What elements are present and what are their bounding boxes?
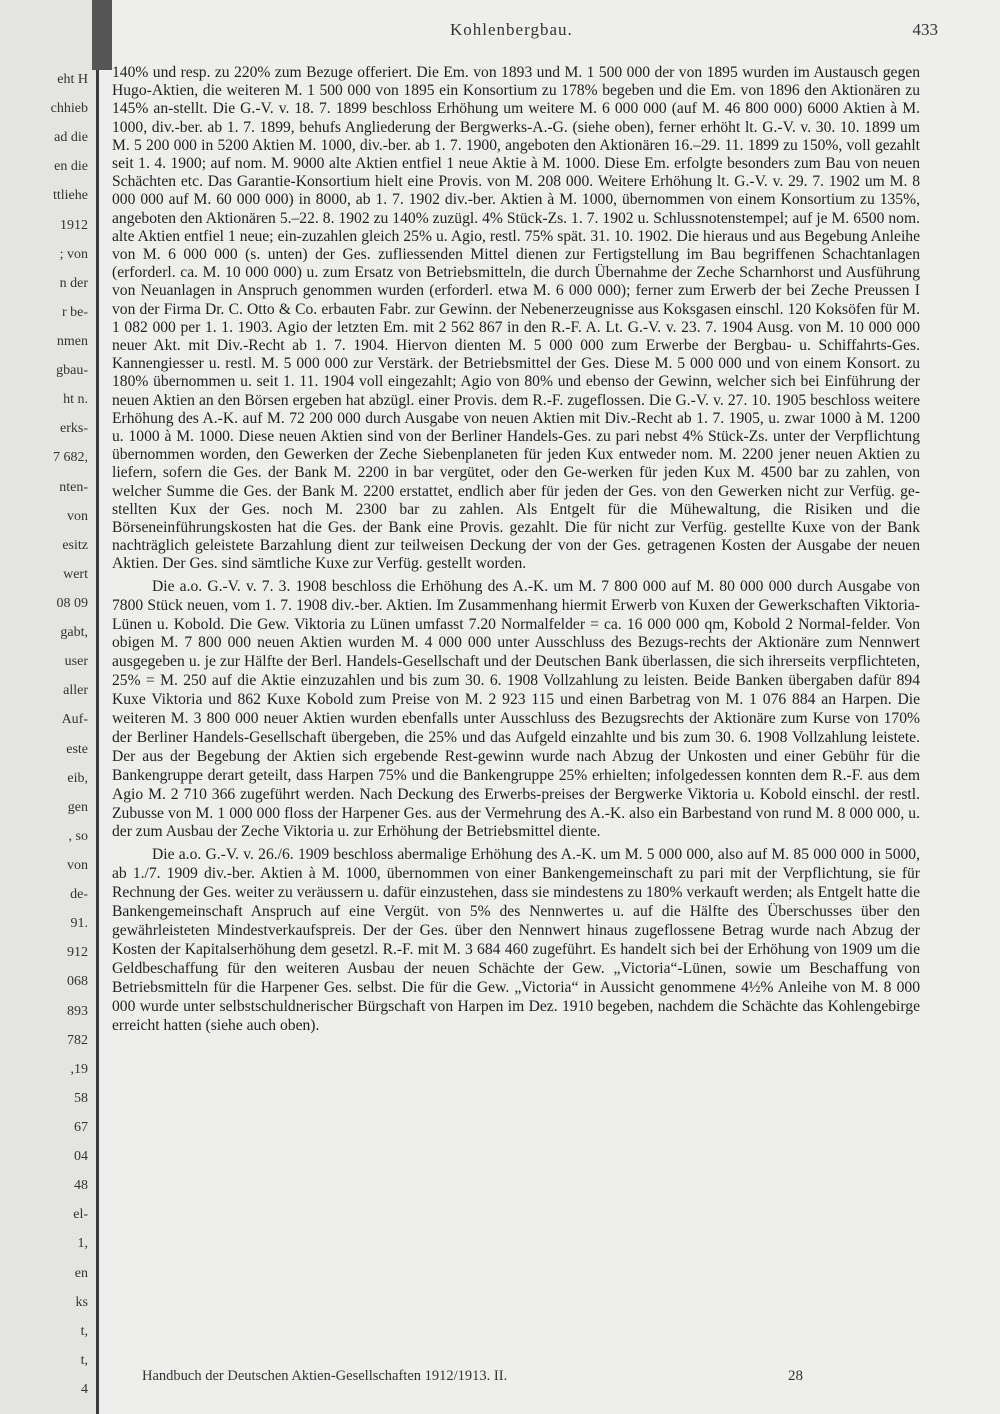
- margin-fragment: nmen: [56, 333, 88, 349]
- margin-fragment: en die: [54, 159, 88, 175]
- page-footer: [112, 1368, 920, 1390]
- margin-fragment: ,19: [70, 1061, 88, 1077]
- margin-fragment: de-: [70, 887, 88, 903]
- margin-fragment: 91.: [70, 916, 88, 932]
- margin-fragment: 782: [67, 1032, 88, 1048]
- margin-fragment: 893: [67, 1003, 88, 1019]
- imprint-line: Handbuch der Deutschen Aktien-Gesellschaften 1912/1913. II.: [142, 1368, 508, 1384]
- margin-fragment: 58: [74, 1090, 88, 1106]
- margin-fragment: ; von: [59, 246, 88, 262]
- margin-fragment: von: [67, 857, 88, 873]
- paragraph-capital-history: 140% und resp. zu 220% zum Bezuge offeriert. Die Em. von 1893 und M. 1 500 000 der von 1895 wurden im Austausch gegen Hugo-Aktien, die weiteren M. 1 500 000 von 1895 ein Konsortium zu 178% begeben und die Em. von 1896 den Aktionären zu 145% an-stellt. Die G.-V. v. 18. 7. 1899 beschloss Erhöhung um weitere M. 6 000 000 (auf M. 46 800 000) 6000 Aktien à M. 1000, div.-ber. ab 1. 7. 1899, behufs Angliederung der Bergwerks-A.-G. (siehe oben), ferner erhöht lt. G.-V. v. 30. 10. 1899 um M. 5 200 000 in 5200 Aktien M. 1000, div.-ber. ab 1. 7. 1900, angeboten den Aktionären 16.–29. 11. 1899 zu 150%, voll gezahlt seit 1. 4. 1900; auf nom. M. 9000 alte Aktien entfiel 1 neue Aktie à M. 1000. Diese Em. erfolgte besonders zum Bau von neuen Schächten etc. Das Garantie-Konsortium hielt eine Provis. von M. 208 000. Weitere Erhöhung lt. G.-V. v. 29. 7. 1902 um M. 8 000 000 auf M. 60 000 000) in 8000, ab 1. 7. 1902 div.-ber. Aktien à M. 1000, übernommen von einem Konsortium zu 135%, angeboten den Aktionären 5.–22. 8. 1902 zu 140% zuzügl. 4% Stück-Zs. 1. 7. 1902 u. Schlussnotenstempel; auf je M. 6500 nom. alte Aktien entfiel 1 neue; ein-zuzahlen gleich 25% u. Agio, restl. 75% spät. 31. 10. 1902. Die hieraus und aus Begebung Anleihe von M. 6 000 000 (s. unten) der Ges. zufliessenden Mittel dienen zur Fertigstellung im Bau begriffenen Schachtanlagen (erforderl. ca. M. 10 000 000) u. zum Ersatz von Betriebsmitteln, die durch Übernahme der Zeche Scharnhorst und Ausführung von Neuanlagen in Anspruch genommen wurden (erforderl. etwa M. 6 000 000); ferner zum Erwerb der bei Zeche Preussen I von der Firma Dr. C. Otto & Co. erbauten Fabr. zur Gewinn. der Nebenerzeugnisse aus Koksgasen einschl. 120 Koksöfen für M. 1 082 000 per 1. 1. 1903. Agio der letzten Em. mit 2 562 867 in den R.-F. A. Lt. G.-V. v. 23. 7. 1904 Ausg. von M. 10 000 000 neuer Akt. mit Div.-Recht ab 1. 7. 1904. Hiervon dienten M. 5 000 000 zum Erwerbe der Bergbau- u. Schiffahrts-Ges. Kannengiesser u. restl. M. 5 000 000 zur Verstärk. der Betriebsmittel der Ges. Diese M. 5 000 000 und von einem Konsort. zu 180% übernommen u. seit 1. 11. 1904 voll eingezahlt; Agio von 80% und ebenso der Gewinn, welcher sich bei Einführung der neuen Aktien an den Börsen ergeben hat abzügl. einer Provis. dem R.-F. zugeflossen. Die G.-V. v. 27. 10. 1905 beschloss weitere Erhöhung des A.-K. auf M. 72 200 000 durch Ausgabe von neuen Aktien mit Div.-Recht ab 1. 7. 1905, u. zwar 1000 à M. 1200 u. 1000 à M. 1000. Diese neuen Aktien sind von der Berliner Handels-Ges. zu pari nebst 4% Stück-Zs. unter der Verpflichtung übernommen worden, den Gewerken der Zeche Siebenplaneten für jeden Kux entweder nom. M. 2200 jener neuen Aktien zu liefern, sofern die Ges. der Bank M. 2200 in bar vergütet, oder den Ge-werken für jeden Kux M. 4500 bar zu zahlen, von welcher Summe die Ges. der Bank M. 2200 erstattet, endlich aber für jeden der Ges. von den Gewerken nicht zur Verfüg. ge-stellten Kux der Ges. noch M. 2300 bar zu zahlen. Als Entgelt für die Mühewaltung, die Risiken und die Börseneinführungskosten hat die Ges. der Bank eine Provis. gezahlt. Die für nicht zur Verfüg. gestellte Kuxe von der Bank nachträglich geleistete Barzahlung dient zur teilweisen Deckung der von der Ges. getragenen Kosten der Ausgabe der neuen Aktien. Der Ges. sind sämtliche Kuxe zur Verfüg. gestellt worden.: [112, 64, 920, 573]
- margin-fragment: t,: [80, 1352, 88, 1368]
- margin-fragment: wert: [63, 566, 88, 582]
- margin-fragment: 4: [81, 1381, 88, 1397]
- margin-fragment: 068: [67, 974, 88, 990]
- margin-fragment: gen: [67, 799, 88, 815]
- margin-fragment: 67: [74, 1119, 88, 1135]
- margin-fragment: este: [66, 741, 88, 757]
- paragraph-1908-increase: Die a.o. G.-V. v. 7. 3. 1908 beschloss die Erhöhung des A.-K. um M. 7 800 000 auf M. 80 000 000 durch Ausgabe von 7800 Stück neuen, vom 1. 7. 1908 div.-ber. Aktien. Im Zusammenhang hiermit Erwerb von Kuxen der Gewerkschaften Viktoria-Lünen u. Kobold. Die Gew. Viktoria zu Lünen umfasst 7.20 Normalfelder = ca. 16 000 000 qm, Kobold 2 Normal-felder. Von obigen M. 7 800 000 neuen Aktien wurden M. 4 000 000 unter Ausschluss des Bezugs-rechts der Aktionäre zum Nennwert ausgegeben u. je zur Hälfte der Berl. Handels-Gesellschaft und der Deutschen Bank überlassen, die sich ihrerseits verpflichteten, 25% = M. 250 auf die Aktie einzuzahlen und bis zum 30. 6. 1908 Vollzahlung zu leisten. Beide Banken übergaben dafür 894 Kuxe Viktoria und 862 Kuxe Kobold zum Preise von M. 2 923 115 und einen Barbetrag von M. 1 076 884 an Harpen. Die weiteren M. 3 800 000 neuer Aktien wurden ebenfalls unter Ausschluss des Bezugsrechts der Aktionäre zum Kurse von 170% der Berliner Handels-Gesellschaft übergeben, die 25% und das Aufgeld einzahlte und bis zum 30. 6. 1908 Vollzahlung leistete. Der aus der Begebung der Aktien sich ergebende Rest-gewinn wurde nach Abzug der Unkosten und einer Gebühr für die Bankengruppe derart geteilt, dass Harpen 75% und die Bankengruppe 25% erhielten; infolgedessen konnten dem R.-F. aus dem Agio M. 2 710 366 zugeführt werden. Nach Deckung des Erwerbs-preises der Bergwerke Viktoria u. Kobold einschl. der restl. Zubusse von M. 1 000 000 floss der Harpener Ges. aus der Vermehrung des A.-K. also ein Barbestand von rund M. 8 000 000, u. der zum Ausbau der Zeche Viktoria u. zur Erhöhung der Betriebsmittel diente.: [112, 577, 920, 841]
- margin-fragment: Auf-: [61, 712, 88, 728]
- margin-fragment: user: [64, 654, 88, 670]
- margin-fragment: , so: [68, 828, 88, 844]
- running-head: Kohlenbergbau.: [450, 20, 573, 39]
- margin-fragment: von: [67, 508, 88, 524]
- margin-fragment: chhieb: [50, 101, 88, 117]
- margin-fragment: ad die: [54, 130, 88, 146]
- margin-fragment: ks: [75, 1294, 88, 1310]
- margin-fragment: en: [74, 1265, 88, 1281]
- paragraph-1909-increase: Die a.o. G.-V. v. 26./6. 1909 beschloss abermalige Erhöhung des A.-K. um M. 5 000 000, also auf M. 85 000 000 in 5000, ab 1./7. 1909 div.-ber. Aktien à M. 1000, übernommen von einer Bankengemeinschaft zu pari mit der Verpflichtung, sie für Rechnung der Ges. weiter zu veräussern u. dafür einzustehen, dass sie mindestens zu 180% verkauft werden; als Entgelt hatte die Bankengemeinschaft Anspruch auf eine Vergüt. von 5% des Nennwertes u. auf die Hälfte des Überschusses über den gewährleisteten Mindestverkaufspreis. Der der Ges. über den Nennwert hinaus zugeflossene Betrag wurde nach Abzug der Kosten der Kapitalserhöhung dem gesetzl. R.-F. mit M. 3 684 460 zugeführt. Es handelt sich bei der Erhöhung von 1909 um die Geldbeschaffung für den weiteren Ausbau der neuen Schächte der Gew. „Victoria“-Lünen, sowie um Beschaffung von Betriebsmitteln für die Harpener Ges. selbst. Die für die Gew. „Victoria“ in Aussicht genommene 4½% Anleihe von M. 8 000 000 wurde unter selbstschuldnerischer Bürgschaft von Harpen im Dez. 1910 begeben, nachdem die Schächte das Kohlengebirge erreicht hatten (siehe auch oben).: [112, 846, 920, 1034]
- margin-fragment: erks-: [60, 421, 88, 437]
- margin-fragment: ht n.: [63, 392, 88, 408]
- body-text: [112, 64, 920, 1035]
- margin-fragment: esitz: [62, 537, 88, 553]
- margin-fragment: 08 09: [56, 595, 88, 611]
- margin-fragment: el-: [73, 1207, 88, 1223]
- margin-fragment: ttliehe: [53, 188, 88, 204]
- margin-fragment: r be-: [61, 304, 88, 320]
- margin-fragment: 912: [67, 945, 88, 961]
- margin-fragment: eht H: [57, 72, 88, 87]
- page-header: [110, 20, 938, 48]
- margin-fragment: 7 682,: [53, 450, 88, 466]
- margin-fragment: gabt,: [60, 625, 88, 641]
- binding-shadow: [92, 0, 112, 70]
- margin-fragment: 1,: [77, 1236, 88, 1252]
- margin-fragment: aller: [63, 683, 88, 699]
- margin-fragment: n der: [59, 275, 88, 291]
- margin-fragment: t,: [80, 1323, 88, 1339]
- margin-fragment: gbau-: [56, 363, 88, 379]
- margin-fragment: 48: [74, 1178, 88, 1194]
- margin-fragment: 04: [74, 1149, 88, 1165]
- margin-fragment: nten-: [59, 479, 88, 495]
- signature-folio: 28: [788, 1368, 803, 1384]
- margin-fragment: 1912: [60, 217, 88, 233]
- page-number: 433: [912, 20, 938, 39]
- margin-fragment: eib,: [67, 770, 88, 786]
- facing-page-edge: [0, 0, 99, 1414]
